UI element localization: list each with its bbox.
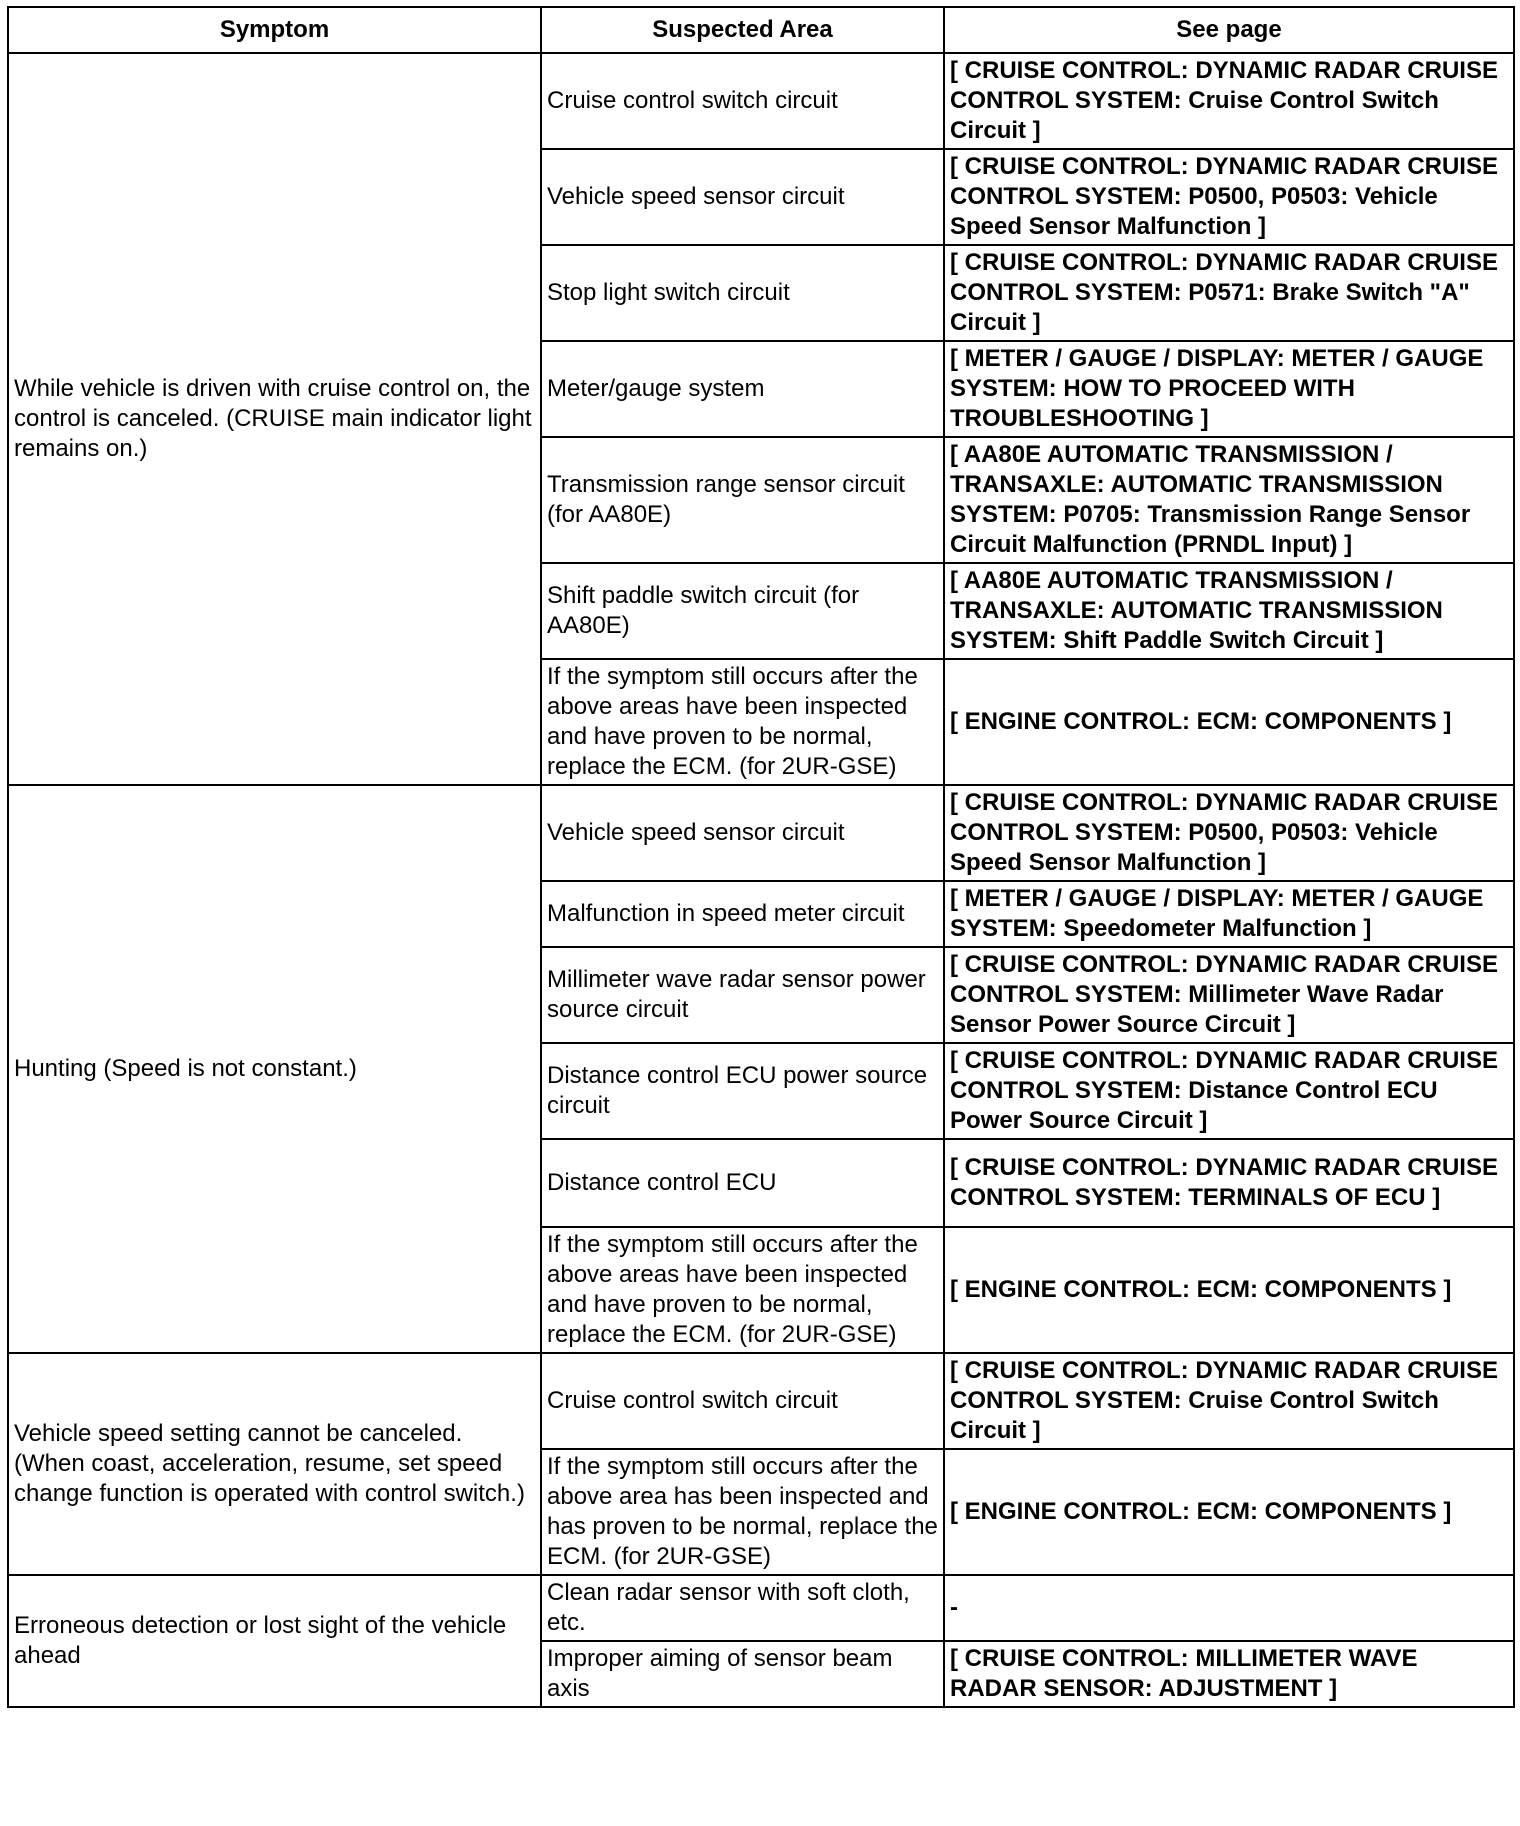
header-suspected-area: Suspected Area	[541, 7, 944, 53]
table-row	[8, 785, 1514, 881]
suspected-area-cell: Shift paddle switch circuit (for AA80E)	[541, 563, 944, 659]
suspected-area-cell: If the symptom still occurs after the above areas have been inspected and have proven to be normal, replace the ECM. (for 2UR-GSE)	[541, 659, 944, 785]
suspected-area-cell: Clean radar sensor with soft cloth, etc.	[541, 1575, 944, 1641]
table-row	[8, 1353, 1514, 1449]
see-page-cell: [ CRUISE CONTROL: MILLIMETER WAVE RADAR SENSOR: ADJUSTMENT ]	[944, 1641, 1514, 1707]
suspected-area-cell: Malfunction in speed meter circuit	[541, 881, 944, 947]
see-page-cell: [ CRUISE CONTROL: DYNAMIC RADAR CRUISE CONTROL SYSTEM: P0500, P0503: Vehicle Speed Sensor Malfunction ]	[944, 785, 1514, 881]
symptom-cell: Hunting (Speed is not constant.)	[8, 785, 541, 1353]
suspected-area-cell: Improper aiming of sensor beam axis	[541, 1641, 944, 1707]
see-page-cell: [ CRUISE CONTROL: DYNAMIC RADAR CRUISE CONTROL SYSTEM: P0571: Brake Switch "A" Circuit ]	[944, 245, 1514, 341]
see-page-cell: [ CRUISE CONTROL: DYNAMIC RADAR CRUISE CONTROL SYSTEM: P0500, P0503: Vehicle Speed Sensor Malfunction ]	[944, 149, 1514, 245]
suspected-area-cell: Millimeter wave radar sensor power source circuit	[541, 947, 944, 1043]
suspected-area-cell: Cruise control switch circuit	[541, 1353, 944, 1449]
header-row	[8, 7, 1514, 53]
see-page-cell: [ ENGINE CONTROL: ECM: COMPONENTS ]	[944, 1227, 1514, 1353]
table-row	[8, 53, 1514, 149]
see-page-cell: [ CRUISE CONTROL: DYNAMIC RADAR CRUISE CONTROL SYSTEM: Millimeter Wave Radar Sensor Power Source Circuit ]	[944, 947, 1514, 1043]
suspected-area-cell: Stop light switch circuit	[541, 245, 944, 341]
header-symptom: Symptom	[8, 7, 541, 53]
suspected-area-cell: Meter/gauge system	[541, 341, 944, 437]
symptom-cell: While vehicle is driven with cruise control on, the control is canceled. (CRUISE main indicator light remains on.)	[8, 53, 541, 785]
symptom-cell: Vehicle speed setting cannot be canceled. (When coast, acceleration, resume, set speed change function is operated with control switch.)	[8, 1353, 541, 1575]
see-page-cell: [ CRUISE CONTROL: DYNAMIC RADAR CRUISE CONTROL SYSTEM: TERMINALS OF ECU ]	[944, 1139, 1514, 1227]
suspected-area-cell: If the symptom still occurs after the above areas have been inspected and have proven to be normal, replace the ECM. (for 2UR-GSE)	[541, 1227, 944, 1353]
see-page-cell: -	[944, 1575, 1514, 1641]
problem-symptoms-table	[7, 6, 1515, 1708]
suspected-area-cell: Vehicle speed sensor circuit	[541, 785, 944, 881]
see-page-cell: [ AA80E AUTOMATIC TRANSMISSION / TRANSAXLE: AUTOMATIC TRANSMISSION SYSTEM: P0705: Transmission Range Sensor Circuit Malfunction (PRNDL Input) ]	[944, 437, 1514, 563]
see-page-cell: [ METER / GAUGE / DISPLAY: METER / GAUGE SYSTEM: HOW TO PROCEED WITH TROUBLESHOOTING ]	[944, 341, 1514, 437]
see-page-cell: [ CRUISE CONTROL: DYNAMIC RADAR CRUISE CONTROL SYSTEM: Cruise Control Switch Circuit ]	[944, 1353, 1514, 1449]
suspected-area-cell: Transmission range sensor circuit (for AA80E)	[541, 437, 944, 563]
see-page-cell: [ ENGINE CONTROL: ECM: COMPONENTS ]	[944, 1449, 1514, 1575]
table-row	[8, 1575, 1514, 1641]
see-page-cell: [ CRUISE CONTROL: DYNAMIC RADAR CRUISE CONTROL SYSTEM: Distance Control ECU Power Source Circuit ]	[944, 1043, 1514, 1139]
suspected-area-cell: Distance control ECU	[541, 1139, 944, 1227]
symptom-cell: Erroneous detection or lost sight of the vehicle ahead	[8, 1575, 541, 1707]
suspected-area-cell: Distance control ECU power source circuit	[541, 1043, 944, 1139]
see-page-cell: [ AA80E AUTOMATIC TRANSMISSION / TRANSAXLE: AUTOMATIC TRANSMISSION SYSTEM: Shift Paddle Switch Circuit ]	[944, 563, 1514, 659]
see-page-cell: [ METER / GAUGE / DISPLAY: METER / GAUGE SYSTEM: Speedometer Malfunction ]	[944, 881, 1514, 947]
suspected-area-cell: Vehicle speed sensor circuit	[541, 149, 944, 245]
header-see-page: See page	[944, 7, 1514, 53]
see-page-cell: [ CRUISE CONTROL: DYNAMIC RADAR CRUISE CONTROL SYSTEM: Cruise Control Switch Circuit ]	[944, 53, 1514, 149]
suspected-area-cell: If the symptom still occurs after the above area has been inspected and has proven to be normal, replace the ECM. (for 2UR-GSE)	[541, 1449, 944, 1575]
see-page-cell: [ ENGINE CONTROL: ECM: COMPONENTS ]	[944, 659, 1514, 785]
suspected-area-cell: Cruise control switch circuit	[541, 53, 944, 149]
